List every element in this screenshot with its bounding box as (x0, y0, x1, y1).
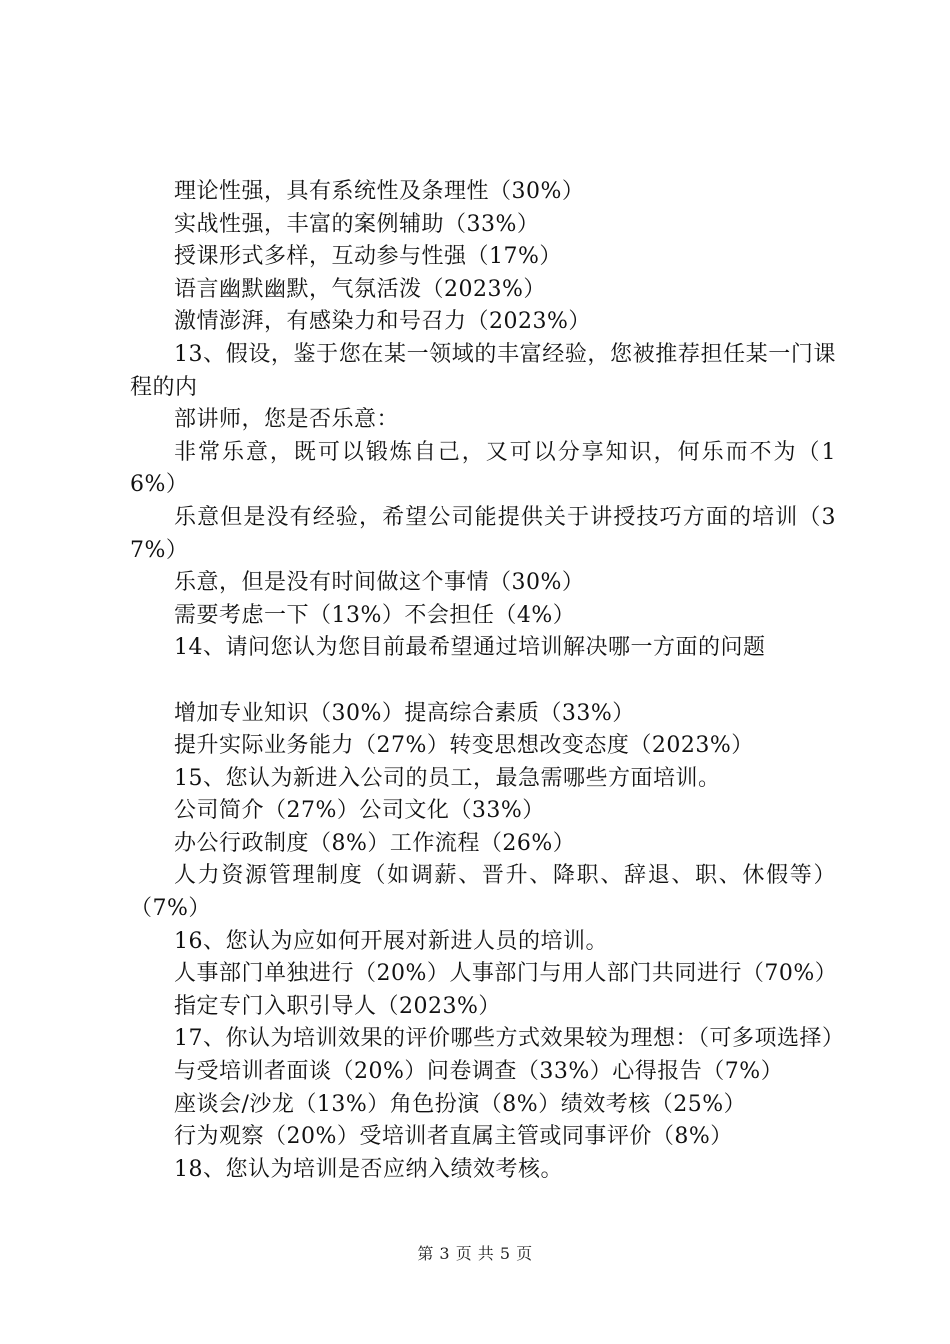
page-number-footer: 第 3 页 共 5 页 (417, 1244, 533, 1263)
option-line: 乐意但是没有经验，希望公司能提供关于讲授技巧方面的培训（37%） (130, 504, 836, 563)
option-line: 与受培训者面谈（20%）问卷调查（33%）心得报告（7%） (174, 1059, 784, 1085)
option-line: 理论性强，具有系统性及条理性（30%） (174, 179, 585, 204)
option-line: 指定专门入职引导人（2023%） (174, 993, 501, 1019)
question-17: 17、你认为培训效果的评价哪些方式效果较为理想：（可多项选择） (174, 1026, 845, 1052)
question-15: 15、您认为新进入公司的员工，最急需哪些方面培训。 (174, 765, 721, 791)
option-line: 提升实际业务能力（27%）转变思想改变态度（2023%） (174, 733, 754, 759)
option-line: 座谈会/沙龙（13%）角色扮演（8%）绩效考核（25%） (174, 1091, 747, 1117)
question-18: 18、您认为培训是否应纳入绩效考核。 (174, 1156, 563, 1182)
option-line: 实战性强，丰富的案例辅助（33%） (174, 211, 540, 237)
option-line: 乐意，但是没有时间做这个事情（30%） (174, 570, 585, 596)
document-body (130, 176, 845, 1186)
question-13: 13、假设，鉴于您在某一领域的丰富经验，您被推荐担任某一门课程的内 (130, 341, 836, 400)
option-line: 语言幽默幽默，气氛活泼（2023%） (174, 276, 546, 302)
option-line: 人力资源管理制度（如调薪、晋升、降职、辞退、职、休假等）（7%） (130, 863, 836, 922)
option-line: 办公行政制度（8%）工作流程（26%） (174, 830, 576, 856)
option-line: 公司简介（27%）公司文化（33%） (174, 798, 545, 824)
option-line: 激情澎湃，有感染力和号召力（2023%） (174, 309, 591, 335)
option-line: 行为观察（20%）受培训者直属主管或同事评价（8%） (174, 1124, 733, 1150)
option-line: 授课形式多样，互动参与性强（17%） (174, 244, 562, 270)
question-16: 16、您认为应如何开展对新进人员的培训。 (174, 928, 608, 954)
question-13-continued: 部讲师，您是否乐意： (174, 407, 400, 433)
option-line: 非常乐意，既可以锻炼自己，又可以分享知识，何乐而不为（16%） (130, 439, 836, 498)
option-line: 增加专业知识（30%）提高综合素质（33%） (174, 700, 635, 726)
option-line: 需要考虑一下（13%）不会担任（4%） (174, 602, 576, 628)
option-line: 人事部门单独进行（20%）人事部门与用人部门共同进行（70%） (174, 961, 838, 987)
question-14: 14、请问您认为您目前最希望通过培训解决哪一方面的问题 (174, 635, 766, 661)
blank-line (130, 665, 836, 698)
